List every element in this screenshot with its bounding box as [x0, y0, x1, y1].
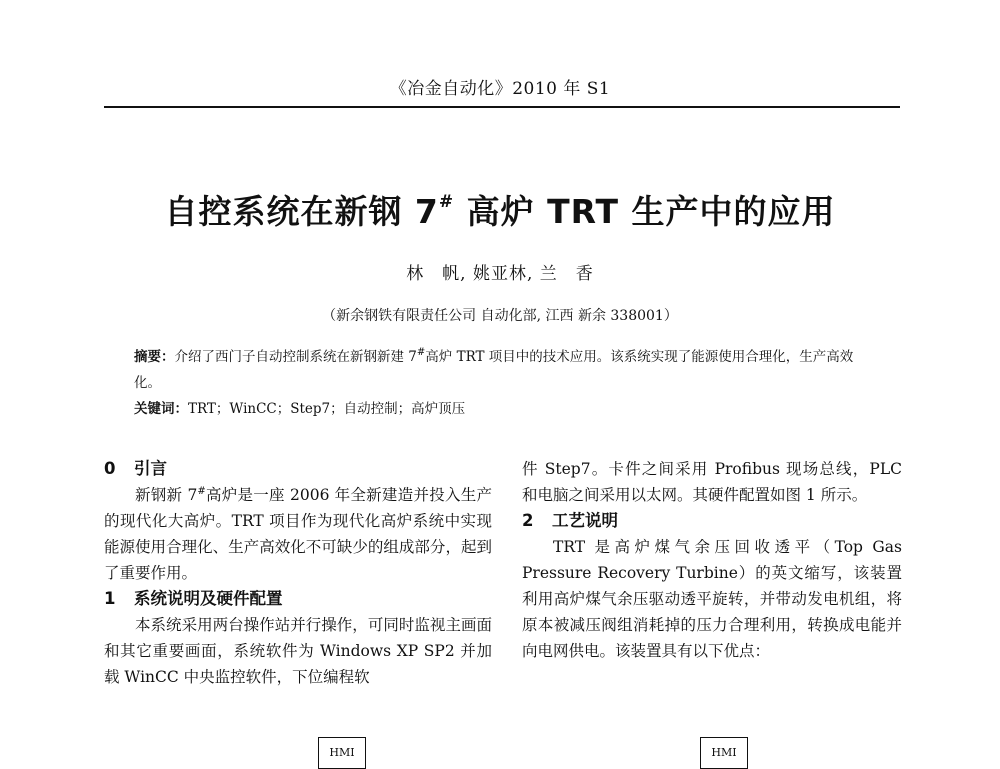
- section-heading-system: [104, 586, 492, 612]
- section-title: 系统说明及硬件配置: [134, 589, 283, 608]
- header-divider: [104, 106, 900, 108]
- journal-header: [0, 74, 1000, 99]
- abstract-superscript: #: [416, 347, 426, 358]
- abstract-text-part2: 高炉 TRT 项目中的技术应用。该系统实现了能源使用合理化，生产高效化。: [134, 349, 854, 391]
- process-paragraph: TRT 是高炉煤气余压回收透平（Top Gas Pressure Recovery Turbine）的英文缩写，该装置利用高炉煤气余压驱动透平旋转，并带动发电机组，将原本被减压阀组消耗掉的压力合理利用，转换成电能并向电网供电。该装置具有以下优点：: [522, 538, 902, 660]
- title-superscript: #: [438, 192, 455, 212]
- author-affiliation: （新余钢铁有限责任公司 自动化部, 江西 新余 338001）: [322, 308, 678, 324]
- hmi-label: HMI: [711, 746, 737, 759]
- author-list: 林 帆, 姚亚林, 兰 香: [406, 264, 594, 284]
- section-title: 工艺说明: [552, 511, 618, 530]
- figure-hmi-box-left: [318, 737, 366, 769]
- abstract-section: [134, 344, 870, 422]
- abstract-label: 摘要：: [134, 349, 175, 365]
- intro-paragraph: [104, 482, 492, 586]
- keywords-label: 关键词：: [134, 401, 188, 417]
- section-title: 引言: [134, 459, 167, 478]
- abstract-text-part1: 介绍了西门子自动控制系统在新钢新建 7: [174, 349, 417, 365]
- system-paragraph-left: 本系统采用两台操作站并行操作，可同时监视主画面和其它重要画面，系统软件为 Windows XP SP2 并加载 WinCC 中央监控软件，下位编程软: [104, 616, 492, 686]
- section-number: 1: [104, 589, 116, 608]
- section-number: 0: [104, 459, 116, 478]
- keywords-text: TRT；WinCC；Step7；自动控制；高炉顶压: [188, 401, 466, 417]
- abstract: [134, 344, 870, 396]
- article-title: [0, 186, 1000, 233]
- intro-text-part1: 新钢新 7: [135, 486, 198, 504]
- figure-hmi-box-right: [700, 737, 748, 769]
- body-column-right: [522, 456, 902, 664]
- intro-superscript: #: [197, 486, 206, 497]
- title-text-part1: 自控系统在新钢 7: [164, 192, 439, 231]
- section-heading-process: [522, 508, 902, 534]
- intro-text-part2: 高炉是一座 2006 年全新建造并投入生产的现代化大高炉。TRT 项目作为现代化高炉系统中实现能源使用合理化、生产高效化不可缺少的组成部分，起到了重要作用。: [104, 486, 492, 582]
- journal-name: 《冶金自动化》2010 年 S1: [389, 79, 611, 99]
- system-paragraph-right: 件 Step7。卡件之间采用 Profibus 现场总线，PLC 和电脑之间采用以太网。其硬件配置如图 1 所示。: [522, 460, 902, 504]
- body-column-left: [104, 456, 492, 690]
- section-heading-intro: [104, 456, 492, 482]
- hmi-label: HMI: [329, 746, 355, 759]
- section-number: 2: [522, 511, 534, 530]
- title-text-part2: 高炉 TRT 生产中的应用: [454, 192, 836, 231]
- keywords: [134, 396, 870, 422]
